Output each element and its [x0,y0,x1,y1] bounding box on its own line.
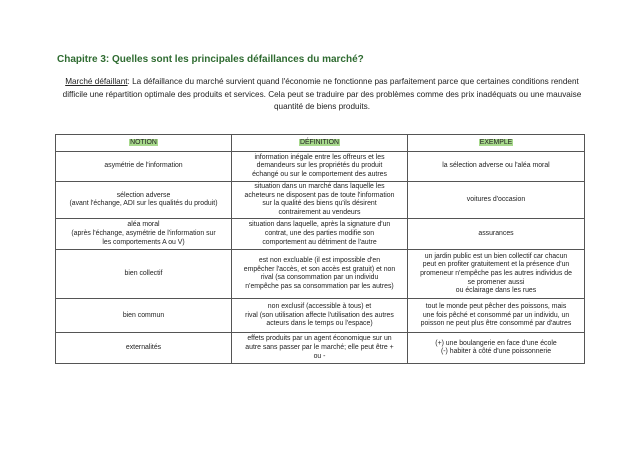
header-notion [56,135,232,152]
cell-exemple-line: voitures d'occasion [466,195,526,203]
cell-definition-line: situation dans un marché dans laquelle les [254,183,385,190]
cell-definition [232,182,408,219]
cell-notion-line: bien commun [122,311,165,319]
header-definition-label: DÉFINITION [299,138,340,146]
table-row [56,250,585,299]
cell-notion-line: sélection adverse [116,191,171,199]
cell-definition-line: est non excluable (il est impossible d'en [258,257,381,265]
cell-exemple-line: ou éclairage dans les rues [455,287,537,295]
chapter-title: Chapitre 3: Quelles sont les principales défaillances du marché? [57,54,364,65]
cell-notion [56,152,232,182]
table-row [56,333,585,364]
cell-notion-line: les comportements A ou V) [102,238,185,246]
cell-definition-line: situation dans laquelle, après la signature d'un [248,221,391,229]
cell-definition [232,250,408,299]
cell-definition-line: contrat, une des parties modifie son [264,230,375,238]
cell-exemple-line: assurances [478,230,514,238]
table-row [56,182,585,219]
cell-definition-line: ou - [313,352,326,360]
cell-exemple [408,299,585,333]
table-row [56,299,585,333]
cell-notion-line: (après l'échange, asymétrie de l'information sur [71,230,216,238]
cell-notion [56,299,232,333]
cell-exemple-line: un jardin public est un bien collectif car chacun [424,252,568,260]
cell-definition-line: acteurs dans le temps ou l'espace) [266,320,373,328]
cell-definition-line: échangé ou sur le comportement des autres [252,170,387,178]
cell-definition-line: n'empêche pas sa consommation par les autres) [245,282,394,290]
cell-definition [232,299,408,333]
header-definition [232,135,408,152]
cell-notion [56,219,232,250]
cell-notion-line: externalités [125,344,162,352]
cell-definition-line: information inégale entre les offreurs et les [254,153,385,161]
cell-definition [232,152,408,182]
intro-paragraph [57,76,587,114]
cell-exemple-line: poisson ne peut plus être consommé par d'autres [420,320,572,328]
table-row [56,152,585,182]
table-header-row [56,135,585,152]
cell-definition-line: rival (son utilisation affecte l'utilisation des autres [245,311,394,319]
cell-exemple-line: la sélection adverse ou l'aléa moral [442,162,550,170]
table-row [56,219,585,250]
cell-definition [232,333,408,364]
cell-exemple-line: une fois pêché et consommé par un individu, un [422,311,570,319]
cell-definition-line: comportement au détriment de l'autre [262,238,377,246]
cell-exemple-line: (-) habiter à côté d'une poissonnerie [440,348,552,356]
cell-notion [56,333,232,364]
cell-notion [56,182,232,219]
header-exemple [408,135,585,152]
cell-exemple-line: promeneur n'empêche pas les autres individus de [420,270,572,278]
cell-exemple [408,182,585,219]
cell-exemple [408,152,585,182]
cell-definition-line: effets produits par un agent économique sur un [247,335,392,343]
cell-definition [232,219,408,250]
cell-exemple [408,219,585,250]
cell-definition-line: empêcher l'accès, et son accès est gratuit) et non [243,265,396,273]
cell-definition-line: sur la qualité des biens qu'ils désirent [262,200,377,208]
cell-notion-line: asymétrie de l'information [104,162,183,170]
cell-notion-line: (avant l'échange, ADI sur les qualités du produit) [69,200,218,208]
cell-definition-line: non exclusif (accessible à tous) et [267,302,372,310]
cell-definition-line: acheteurs ne disposent pas de toute l'information [244,191,395,199]
cell-definition-line: contrairement au vendeurs [278,208,361,216]
cell-exemple-line: peut en profiter gratuitement et la présence d'un [422,261,570,269]
cell-notion-line: bien collectif [124,270,163,278]
cell-definition-line: rival (sa consommation par un individu [260,274,379,282]
header-notion-label: NOTION [130,138,157,146]
cell-exemple [408,333,585,364]
notions-table [55,134,585,364]
cell-notion-line: aléa moral [127,221,160,229]
cell-exemple-line: se promener aussi [467,278,525,286]
header-exemple-label: EXEMPLE [479,138,513,146]
intro-text: : La défaillance du marché survient quand l'économie ne fonctionne pas parfaitement parce que certaines conditions rendent difficile une répartition optimale des produits et services. Cela peut se traduire par des problèmes comme des prix inadéquats ou une mauvaise quantité de biens produits. [62,77,582,111]
cell-exemple [408,250,585,299]
cell-exemple-line: tout le monde peut pêcher des poissons, mais [425,302,567,310]
intro-term: Marché défaillant [65,77,128,86]
cell-definition-line: autre sans passer par le marché; elle peut être + [245,344,394,352]
cell-exemple-line: (+) une boulangerie en face d'une école [435,339,557,347]
cell-notion [56,250,232,299]
cell-definition-line: demandeurs sur les propriétés du produit [256,162,383,170]
